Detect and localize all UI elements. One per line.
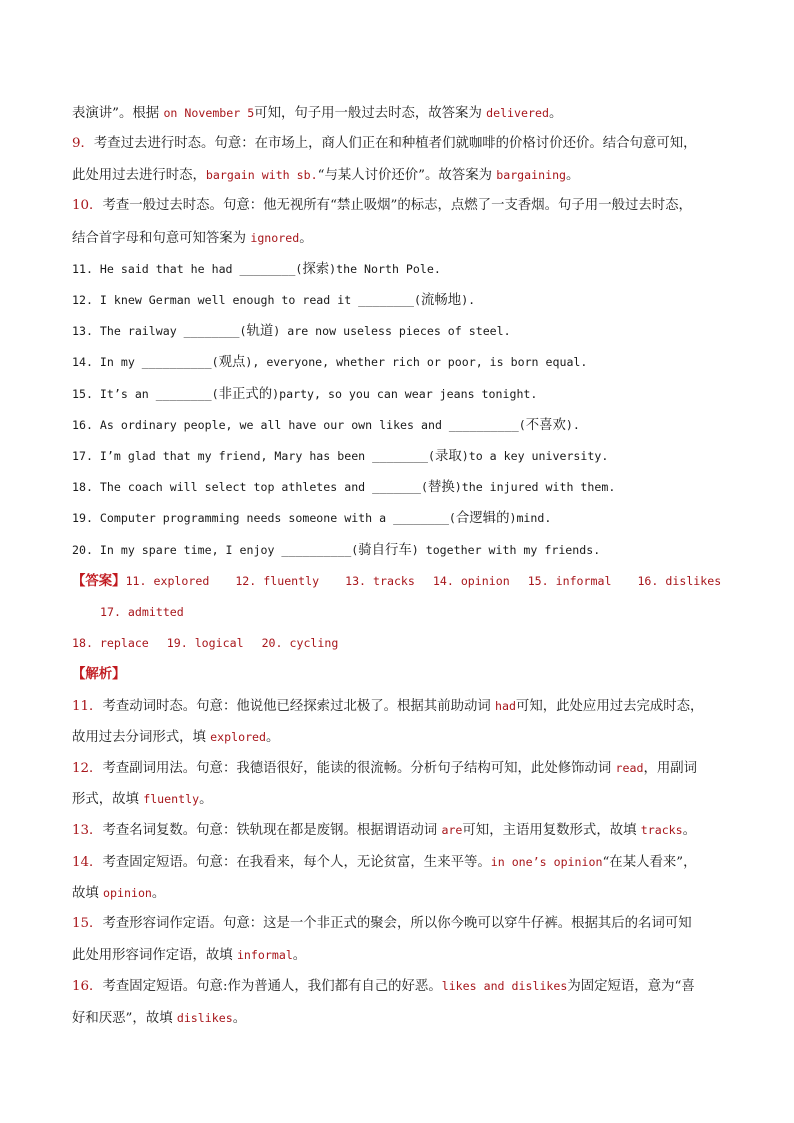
analysis-14-line1: 14．考查固定短语。句意：在我看来，每个人，无论贫富，生来平等。in one’s opinion“在某人看来”， [72, 855, 697, 870]
explanation-10-line2: 结合首字母和句意可知答案为 ignored。 [72, 231, 313, 246]
question-15: 15. It’s an ________(非正式的)party, so you can wear jeans tonight. [72, 387, 538, 402]
question-19: 19. Computer programming needs someone with a ________(合逻辑的)mind. [72, 511, 552, 526]
question-17: 17. I’m glad that my friend, Mary has been ________(录取)to a key university. [72, 449, 609, 464]
answer-label: 【答案】 [72, 573, 126, 589]
analysis-12-line2: 形式，故填 fluently。 [72, 792, 213, 807]
question-18: 18. The coach will select top athletes and _______(替换)the injured with them. [72, 480, 616, 495]
question-16: 16. As ordinary people, we all have our own likes and __________(不喜欢). [72, 418, 580, 433]
analysis-15-line1: 15．考查形容词作定语。句意：这是一个非正式的聚会，所以你今晚可以穿牛仔裤。根据其后的名词可知 [72, 916, 692, 931]
explanation-9-line1: 9．考查过去进行时态。句意：在市场上，商人们正在和种植者们就咖啡的价格讨价还价。结合句意可知， [72, 136, 697, 151]
analysis-16-line2: 好和厌恶”，故填 dislikes。 [72, 1011, 247, 1026]
analysis-11-line2: 故用过去分词形式，填 explored。 [72, 730, 280, 745]
answer-line-3: 18. replace 19. logical 20. cycling [72, 636, 339, 650]
analysis-16-line1: 16．考查固定短语。句意:作为普通人，我们都有自己的好恶。likes and dislikes为固定短语，意为“喜 [72, 979, 695, 994]
question-13: 13. The railway ________(轨道) are now useless pieces of steel. [72, 324, 511, 339]
explanation-8-tail: 表演讲”。根据 on November 5可知，句子用一般过去时态，故答案为 delivered。 [72, 106, 563, 121]
answer-line-1: 【答案】11. explored 12. fluently 13. tracks 14. opinion 15. informal 16. dislikes [72, 573, 722, 589]
question-11: 11. He said that he had ________(探索)the North Pole. [72, 262, 441, 277]
answer-line-2: 17. admitted [100, 605, 184, 619]
explanation-9-line2: 此处用过去进行时态，bargain with sb.“与某人讨价还价”。故答案为 bargaining。 [72, 168, 580, 183]
analysis-11-line1: 11．考查动词时态。句意：他说他已经探索过北极了。根据其前助动词 had可知，此处应用过去完成时态， [72, 699, 704, 714]
analysis-heading: 【解析】 [72, 666, 126, 682]
question-12: 12. I knew German well enough to read it ________(流畅地). [72, 293, 476, 308]
question-14: 14. In my __________(观点), everyone, whether rich or poor, is born equal. [72, 355, 588, 370]
question-20: 20. In my spare time, I enjoy __________(骑自行车) together with my friends. [72, 543, 601, 558]
explanation-10-line1: 10．考查一般过去时态。句意：他无视所有“禁止吸烟”的标志，点燃了一支香烟。句子用一般过去时态， [72, 198, 692, 213]
analysis-13: 13．考查名词复数。句意：铁轨现在都是废钢。根据谓语动词 are可知，主语用复数形式，故填 tracks。 [72, 823, 697, 838]
analysis-15-line2: 此处用形容词作定语，故填 informal。 [72, 948, 307, 963]
analysis-12-line1: 12．考查副词用法。句意：我德语很好，能读的很流畅。分析句子结构可知，此处修饰动词 read，用副词 [72, 761, 698, 776]
analysis-14-line2: 故填 opinion。 [72, 886, 166, 901]
